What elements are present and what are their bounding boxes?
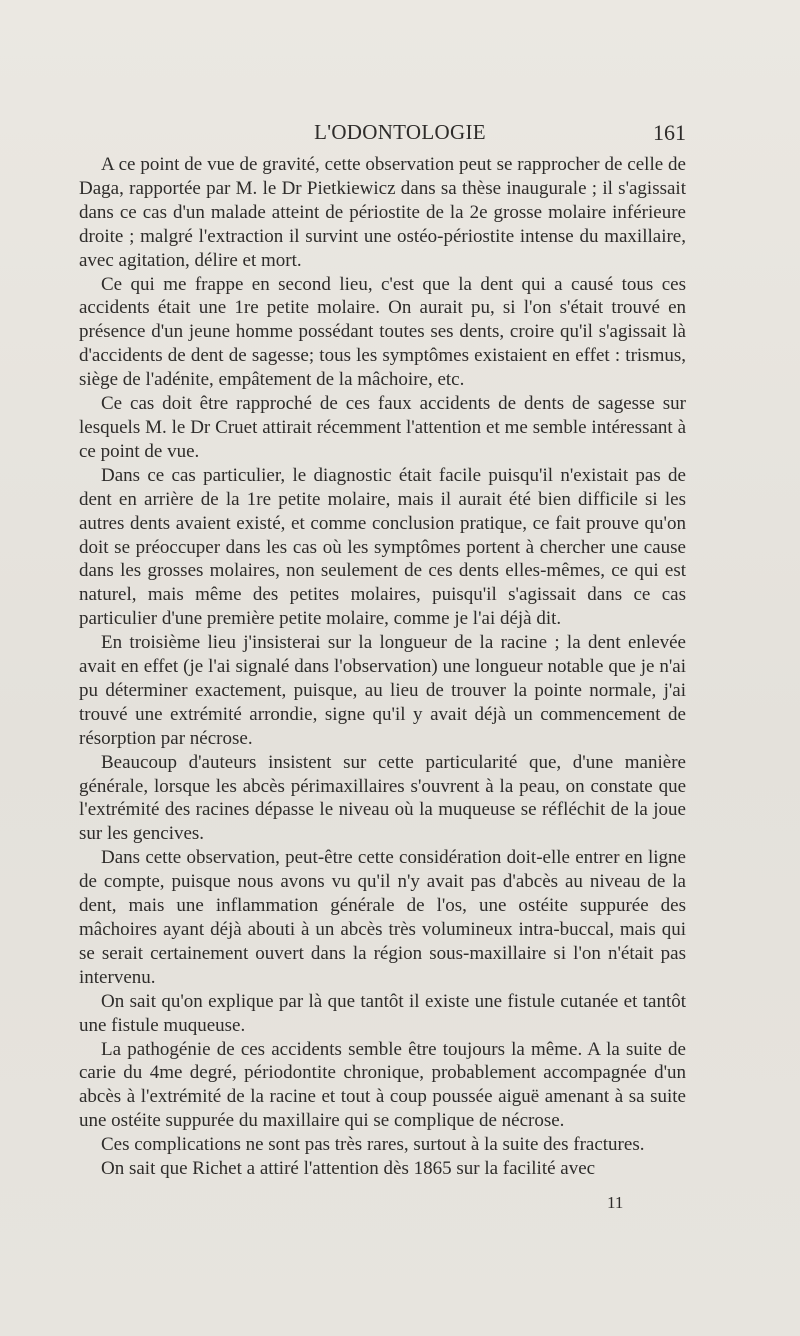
page-header xyxy=(0,118,800,150)
page-number: 161 xyxy=(653,120,686,145)
paragraph: Dans cette observation, peut-être cette considération doit-elle entrer en ligne de compte, puisque nous avons vu qu'il n'y avait pas d'abcès au niveau de la dent, mais une inflammation générale de l'os, une ostéite suppurée des mâchoires ayant déjà abouti à un abcès très volumineux intra-buccal, mais qui se serait certainement ouvert dans la région sous-maxillaire si l'on n'était pas intervenu. xyxy=(79,847,686,988)
paragraph: Ces complications ne sont pas très rares, surtout à la suite des fractures. xyxy=(101,1134,645,1156)
paragraph: En troisième lieu j'insisterai sur la longueur de la racine ; la dent enlevée avait en effet (je l'ai signalé dans l'observation) une longueur notable que je n'ai pu déterminer exactement, puisque, au lieu de trouver la pointe normale, j'ai trouvé une extrémité arrondie, signe qu'il y avait déjà un commencement de résorption par nécrose. xyxy=(79,632,686,749)
paragraph: Dans ce cas particulier, le diagnostic était facile puisqu'il n'existait pas de dent en arrière de la 1re petite molaire, mais il aurait été bien difficile si les autres dents avaient existé, et comme conclusion pratique, ce fait prouve qu'on doit se préoccuper dans les cas où les symptômes portent à chercher une cause dans les grosses molaires, non seulement de ces dents elles-mêmes, ce qui est naturel, mais même des petites molaires, puisqu'il s'agissait dans ce cas particulier d'une première petite molaire, comme je l'ai déjà dit. xyxy=(79,464,686,630)
paragraph: On sait qu'on explique par là que tantôt il existe une fistule cutanée et tantôt une fistule muqueuse. xyxy=(79,990,686,1036)
paragraph: Beaucoup d'auteurs insistent sur cette particularité que, d'une manière générale, lorsque les abcès périmaxillaires s'ouvrent à la peau, on constate que l'extrémité des racines dépasse le niveau où la muqueuse se réfléchit de la joue sur les gencives. xyxy=(79,751,686,845)
signature-number: 11 xyxy=(607,1193,624,1212)
paragraph: A ce point de vue de gravité, cette observation peut se rapprocher de celle de Daga, rapportée par M. le Dr Pietkiewicz dans sa thèse inaugurale ; il s'agissait dans ce cas d'un malade atteint de périostite de la 2e grosse molaire inférieure droite ; malgré l'extraction il survint une ostéo-périostite intense du maxillaire, avec agitation, délire et mort. xyxy=(79,154,686,271)
paragraph: Ce qui me frappe en second lieu, c'est que la dent qui a causé tous ces accidents était une 1re petite molaire. On aurait pu, si l'on s'était trouvé en présence d'un jeune homme possédant toutes ses dents, croire qu'il s'agissait là d'accidents de dent de sagesse; tous les symptômes existaient en effet : trismus, siège de l'adénite, empâtement de la mâchoire, etc. xyxy=(79,273,686,391)
running-title: L'ODONTOLOGIE xyxy=(314,120,486,144)
paragraph: On sait que Richet a attiré l'attention dès 1865 sur la facilité avec xyxy=(101,1158,596,1180)
body-text xyxy=(79,153,686,1181)
paragraph: Ce cas doit être rapproché de ces faux accidents de dents de sagesse sur lesquels M. le Dr Cruet attirait récemment l'attention et me semble intéressant à ce point de vue. xyxy=(79,393,686,462)
paragraph: La pathogénie de ces accidents semble être toujours la même. A la suite de carie du 4me degré, périodontite chronique, probablement accompagnée d'un abcès à l'extrémité de la racine et tout à coup poussée aiguë amenant à sa suite une ostéite suppurée du maxillaire qui se complique de nécrose. xyxy=(79,1038,686,1132)
